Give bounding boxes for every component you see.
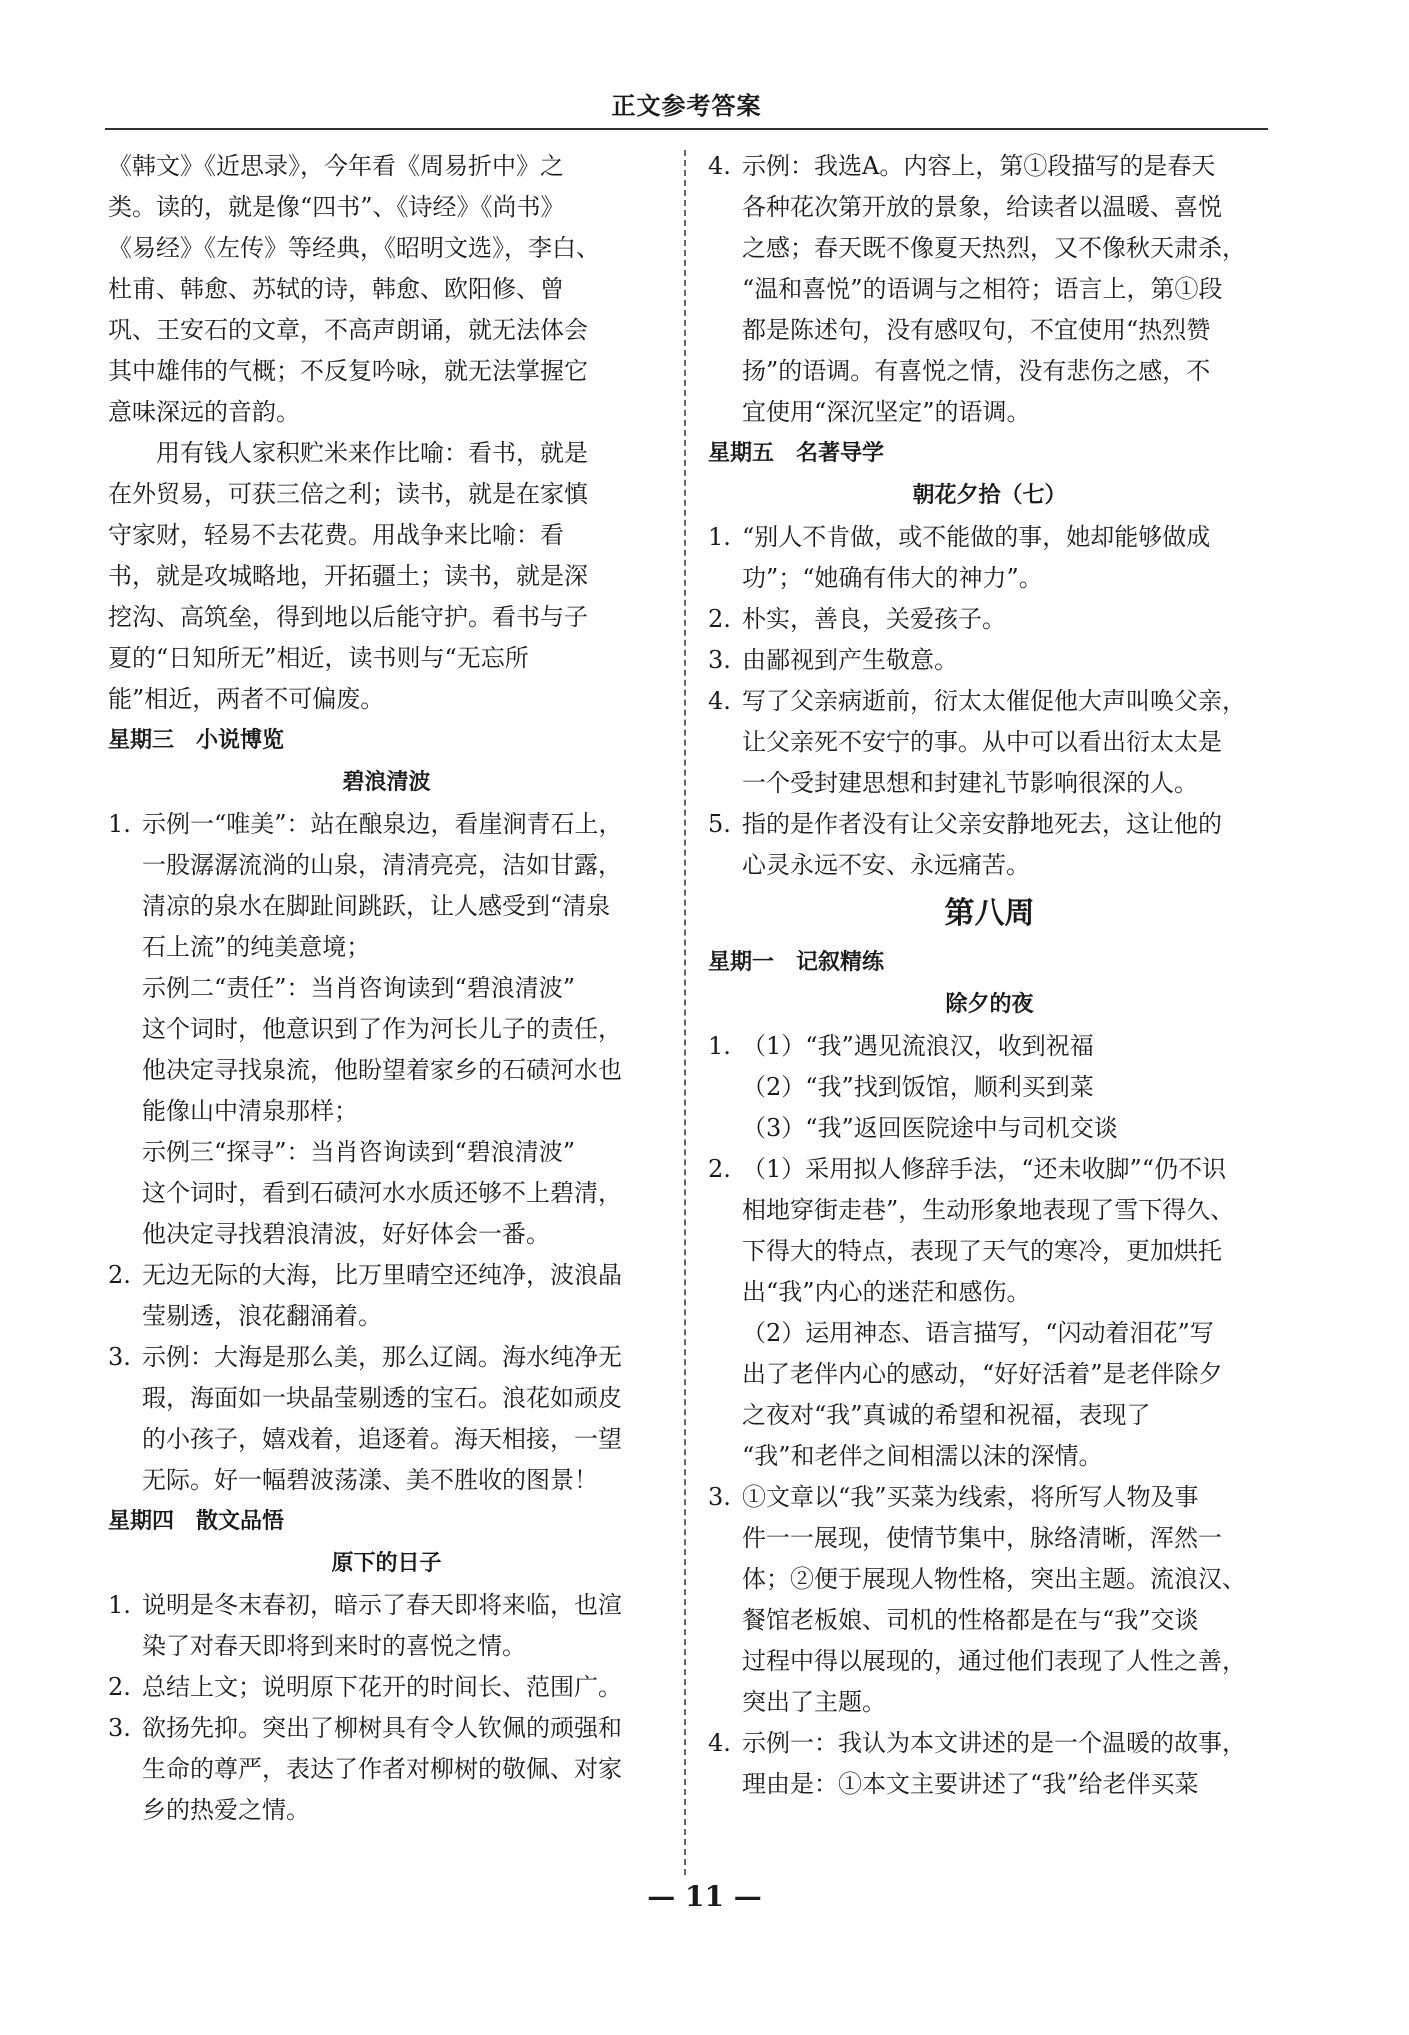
text-line: 心灵永远不安、永远痛苦。 — [742, 851, 1030, 879]
text-line: 无际。好一幅碧波荡漾、美不胜收的图景！ — [142, 1466, 598, 1494]
text-line: （2）运用神态、语言描写，“闪动着泪花”写 — [742, 1319, 1214, 1347]
answer-item — [108, 1337, 665, 1501]
item-number: 1. — [108, 810, 131, 838]
item-number: 2. — [108, 1261, 131, 1289]
text-line: （1）采用拟人修辞手法，“还未收脚”“仍不识 — [742, 1155, 1227, 1183]
text-line: 之感；春天既不像夏天热烈，又不像秋天肃杀， — [742, 234, 1246, 262]
item-number: 2. — [708, 1155, 731, 1183]
article-title: 朝花夕拾（七） — [912, 483, 1067, 508]
text-line: 餐馆老板娘、司机的性格都是在与“我”交谈 — [742, 1606, 1199, 1634]
text-line: （3）“我”返回医院途中与司机交谈 — [742, 1114, 1118, 1142]
item-number: 4. — [708, 152, 731, 180]
text-line: 都是陈述句，没有感叹句，不宜使用“热烈赞 — [742, 316, 1211, 344]
text-line: 这个词时，他意识到了作为河长儿子的责任， — [142, 1015, 622, 1043]
answer-item — [108, 1708, 665, 1831]
text-line: “温和喜悦”的语调与之相符；语言上，第①段 — [742, 275, 1223, 303]
text-line: 《易经》《左传》等经典，《昭明文选》，李白、 — [108, 234, 600, 262]
item-number: 1. — [108, 1591, 131, 1619]
text-line: 夏的“日知所无”相近，读书则与“无忘所 — [108, 644, 529, 672]
section-heading: 星期四 散文品悟 — [108, 1509, 285, 1534]
text-line: 示例三“探寻”：当肖咨询读到“碧浪清波” — [142, 1138, 576, 1166]
text-line: 示例：大海是那么美，那么辽阔。海水纯净无 — [142, 1343, 622, 1371]
item-number: 2. — [108, 1673, 131, 1701]
text-line: 一股潺潺流淌的山泉，清清亮亮，洁如甘露， — [142, 851, 622, 879]
left-column — [108, 146, 665, 1831]
text-line: 之夜对“我”真诚的希望和祝福，表现了 — [742, 1401, 1151, 1429]
text-line: 功”；“她确有伟大的神力”。 — [742, 564, 1043, 592]
text-line: 出了老伴内心的感动，“好好活着”是老伴除夕 — [742, 1360, 1223, 1388]
text-line: 意味深远的音韵。 — [108, 398, 300, 426]
answer-item — [708, 1026, 1271, 1149]
text-line: 示例二“责任”：当肖咨询读到“碧浪清波” — [142, 974, 576, 1002]
text-line: 出“我”内心的迷茫和感伤。 — [742, 1278, 1031, 1306]
text-line: 示例一：我认为本文讲述的是一个温暖的故事， — [742, 1729, 1246, 1757]
text-line: 挖沟、高筑垒，得到地以后能守护。看书与子 — [108, 603, 588, 631]
text-line: 巩、王安石的文章，不高声朗诵，就无法体会 — [108, 316, 588, 344]
text-line: 扬”的语调。有喜悦之情，没有悲伤之感，不 — [742, 357, 1211, 385]
text-line: 相地穿街走巷”，生动形象地表现了雪下得久、 — [742, 1196, 1235, 1224]
text-line: “别人不肯做，或不能做的事，她却能够做成 — [742, 523, 1211, 551]
text-line: 杜甫、韩愈、苏轼的诗，韩愈、欧阳修、曾 — [108, 275, 564, 303]
text-line: 类。读的，就是像“四书”、《诗经》《尚书》 — [108, 193, 565, 221]
text-line: 件一一展现，使情节集中，脉络清晰，浑然一 — [742, 1524, 1222, 1552]
text-line: 他决定寻找碧浪清波，好好体会一番。 — [142, 1220, 550, 1248]
text-line: 其中雄伟的气概；不反复吟咏，就无法掌握它 — [108, 357, 588, 385]
text-line: 欲扬先抑。突出了柳树具有令人钦佩的顽强和 — [142, 1714, 622, 1742]
answer-item — [708, 599, 1271, 640]
text-line: 示例：我选A。内容上，第①段描写的是春天 — [742, 152, 1216, 180]
answer-item — [108, 1255, 665, 1337]
answer-item — [708, 1723, 1271, 1805]
item-number: 4. — [708, 687, 731, 715]
text-line: 的小孩子，嬉戏着，追逐着。海天相接，一望 — [142, 1425, 622, 1453]
text-line: 一个受封建思想和封建礼节影响很深的人。 — [742, 769, 1198, 797]
text-line: 莹剔透，浪花翻涌着。 — [142, 1302, 382, 1330]
text-line: 在外贸易，可获三倍之利；读书，就是在家慎 — [108, 480, 588, 508]
page-header — [105, 88, 1268, 130]
article-title: 碧浪清波 — [342, 770, 431, 795]
answer-item — [708, 1149, 1271, 1477]
text-line: 染了对春天即将到来时的喜悦之情。 — [142, 1632, 526, 1660]
answer-item — [108, 1667, 665, 1708]
item-number: 3. — [708, 1483, 731, 1511]
paragraph-metaphor — [108, 433, 665, 720]
answer-item — [708, 640, 1271, 681]
answer-item — [708, 681, 1271, 804]
text-line: 宜使用“深沉坚定”的语调。 — [742, 398, 1031, 426]
item-number: 3. — [108, 1714, 131, 1742]
section-heading: 星期一 记叙精练 — [708, 950, 885, 975]
answer-item — [708, 804, 1271, 886]
item-number: 1. — [708, 523, 731, 551]
item-number: 3. — [108, 1343, 131, 1371]
text-line: “我”和老伴之间相濡以沫的深情。 — [742, 1442, 1103, 1470]
text-line: 体；②便于展现人物性格，突出主题。流浪汉、 — [742, 1565, 1246, 1593]
text-line: 生命的尊严，表达了作者对柳树的敬佩、对家 — [142, 1755, 622, 1783]
text-line: 朴实，善良，关爱孩子。 — [742, 605, 1006, 633]
section-heading: 星期五 名著导学 — [708, 441, 885, 466]
column-divider — [684, 150, 686, 1875]
text-line: 他决定寻找泉流，他盼望着家乡的石碛河水也 — [142, 1056, 622, 1084]
text-line: ①文章以“我”买菜为线索，将所写人物及事 — [742, 1483, 1199, 1511]
text-line: 石上流”的纯美意境； — [142, 933, 371, 961]
answer-item — [108, 1585, 665, 1667]
paragraph-reading — [108, 146, 665, 433]
right-column — [708, 146, 1271, 1805]
item-number: 1. — [708, 1032, 731, 1060]
text-line: 总结上文；说明原下花开的时间长、范围广。 — [142, 1673, 622, 1701]
text-line: 指的是作者没有让父亲安静地死去，这让他的 — [742, 810, 1222, 838]
text-line: （2）“我”找到饭馆，顺利买到菜 — [742, 1073, 1094, 1101]
answer-item — [708, 517, 1271, 599]
text-line: 瑕，海面如一块晶莹剔透的宝石。浪花如顽皮 — [142, 1384, 622, 1412]
article-title: 除夕的夜 — [945, 992, 1034, 1017]
text-line: 无边无际的大海，比万里晴空还纯净，波浪晶 — [142, 1261, 622, 1289]
page-title: 正文参考答案 — [611, 92, 762, 120]
text-line: 能”相近，两者不可偏废。 — [108, 685, 385, 713]
text-line: 《韩文》《近思录》，今年看《周易折中》之 — [108, 152, 564, 180]
item-number: 2. — [708, 605, 731, 633]
text-line: 书，就是攻城略地，开拓疆土；读书，就是深 — [108, 562, 588, 590]
answer-item — [708, 1477, 1271, 1723]
text-line: 写了父亲病逝前，衍太太催促他大声叫唤父亲， — [742, 687, 1246, 715]
text-line: 示例一“唯美”：站在酿泉边，看崖涧青石上， — [142, 810, 623, 838]
page-number: — 11 — — [647, 1880, 762, 1913]
week-heading: 第八周 — [944, 896, 1035, 931]
text-line: 理由是：①本文主要讲述了“我”给老伴买菜 — [742, 1770, 1199, 1798]
text-line: 让父亲死不安宁的事。从中可以看出衍太太是 — [742, 728, 1222, 756]
text-line: 由鄙视到产生敬意。 — [742, 646, 958, 674]
item-number: 3. — [708, 646, 731, 674]
text-line: 清凉的泉水在脚趾间跳跃，让人感受到“清泉 — [142, 892, 611, 920]
text-line: 过程中得以展现的，通过他们表现了人性之善， — [742, 1647, 1246, 1675]
text-line: （1）“我”遇见流浪汉，收到祝福 — [742, 1032, 1094, 1060]
text-line: 说明是冬末春初，暗示了春天即将来临，也渲 — [142, 1591, 622, 1619]
answer-item — [708, 146, 1271, 433]
text-line: 这个词时，看到石碛河水水质还够不上碧清， — [142, 1179, 622, 1207]
article-title: 原下的日子 — [331, 1551, 442, 1576]
text-line: 守家财，轻易不去花费。用战争来比喻：看 — [108, 521, 564, 549]
item-number: 4. — [708, 1729, 731, 1757]
text-line: 用有钱人家积贮米来作比喻：看书，就是 — [156, 439, 588, 467]
answer-item — [108, 804, 665, 1255]
text-line: 能像山中清泉那样； — [142, 1097, 358, 1125]
item-number: 5. — [708, 810, 731, 838]
text-line: 各种花次第开放的景象，给读者以温暖、喜悦 — [742, 193, 1222, 221]
section-heading: 星期三 小说博览 — [108, 728, 285, 753]
text-line: 下得大的特点，表现了天气的寒冷，更加烘托 — [742, 1237, 1222, 1265]
text-line: 乡的热爱之情。 — [142, 1796, 310, 1824]
text-line: 突出了主题。 — [742, 1688, 886, 1716]
